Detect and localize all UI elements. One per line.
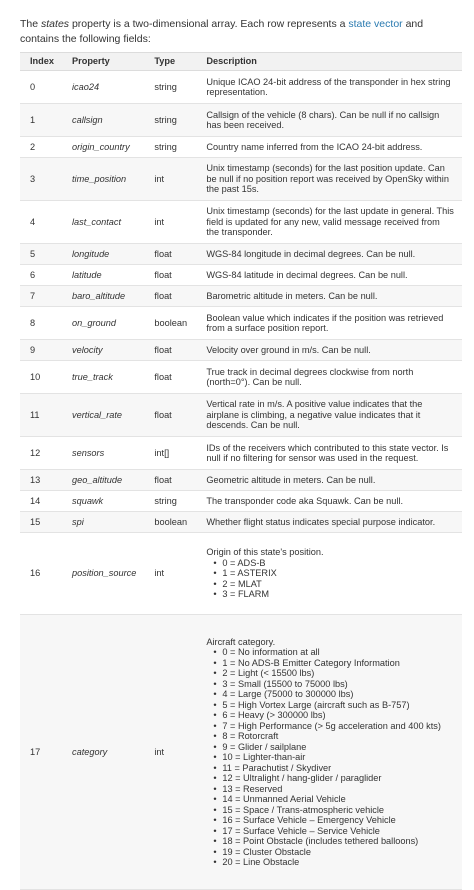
row-index: 0 [20, 71, 62, 104]
description-list-item: • 1 = ASTERIX [222, 568, 454, 579]
row-type: float [144, 244, 196, 265]
description-list-item: • 10 = Lighter-than-air [222, 752, 454, 763]
row-type: float [144, 470, 196, 491]
row-property: icao24 [62, 71, 144, 104]
row-property: on_ground [62, 307, 144, 340]
row-description [196, 491, 462, 512]
table-row [20, 512, 462, 533]
row-type: string [144, 104, 196, 137]
row-index: 7 [20, 286, 62, 307]
description-list-item: • 19 = Cluster Obstacle [222, 847, 454, 858]
row-description [196, 244, 462, 265]
row-type: int [144, 533, 196, 615]
row-description-text: Unix timestamp (seconds) for the last update in general. This field is updated for any new, valid message received from the transponder. [206, 206, 454, 238]
row-description-text: WGS-84 longitude in decimal degrees. Can be null. [206, 248, 416, 259]
row-description [196, 340, 462, 361]
row-property: squawk [62, 491, 144, 512]
row-index: 4 [20, 201, 62, 244]
row-description-text: Origin of this state's position. [206, 547, 324, 558]
row-description-text: Geometric altitude in meters. Can be null. [206, 474, 376, 485]
row-property: position_source [62, 533, 144, 615]
row-description [196, 437, 462, 470]
row-type: float [144, 394, 196, 437]
description-list-item: • 2 = MLAT [222, 579, 454, 590]
row-description [196, 307, 462, 340]
intro-text-3: and contains the following fields: [20, 17, 424, 45]
description-list-item: • 18 = Point Obstacle (includes tethered balloons) [222, 836, 454, 847]
row-index: 16 [20, 533, 62, 615]
description-list-item: • 16 = Surface Vehicle – Emergency Vehicle [222, 815, 454, 826]
row-type: float [144, 361, 196, 394]
row-description [196, 615, 462, 890]
description-list-item: • 3 = Small (15500 to 75000 lbs) [222, 679, 454, 690]
header-description: Description [196, 53, 462, 71]
row-index: 11 [20, 394, 62, 437]
row-description-text: True track in decimal degrees clockwise from north (north=0°). Can be null. [206, 366, 414, 387]
table-row [20, 286, 462, 307]
row-description [196, 137, 462, 158]
description-list-item: • 5 = High Vortex Large (aircraft such as B-757) [222, 700, 454, 711]
table-row [20, 437, 462, 470]
row-index: 13 [20, 470, 62, 491]
row-type: string [144, 491, 196, 512]
row-description [196, 512, 462, 533]
state-vector-link[interactable]: state vector [348, 17, 403, 30]
description-list-item: • 9 = Glider / sailplane [222, 742, 454, 753]
row-index: 17 [20, 615, 62, 890]
row-description-text: Aircraft category. [206, 636, 276, 647]
table-row [20, 533, 462, 615]
row-index: 9 [20, 340, 62, 361]
row-index: 6 [20, 265, 62, 286]
row-description [196, 394, 462, 437]
row-description-text: Vertical rate in m/s. A positive value indicates that the airplane is climbing, a negative value indicates that it descends. Can be null. [206, 399, 423, 431]
table-row [20, 158, 462, 201]
row-index: 15 [20, 512, 62, 533]
row-type: int [144, 201, 196, 244]
row-description-text: IDs of the receivers which contributed to this state vector. Is null if no filtering for sensor was used in the request. [206, 442, 449, 463]
description-list-item: • 1 = No ADS-B Emitter Category Information [222, 658, 454, 669]
row-type: string [144, 137, 196, 158]
row-type: string [144, 71, 196, 104]
row-description [196, 265, 462, 286]
description-list-item: • 14 = Unmanned Aerial Vehicle [222, 794, 454, 805]
table-header-row [20, 53, 462, 71]
row-description-text: Barometric altitude in meters. Can be null. [206, 290, 378, 301]
intro-text-2: property is a two-dimensional array. Each row represents a [69, 17, 349, 30]
intro-text-1: The [20, 17, 42, 30]
table-row [20, 244, 462, 265]
header-index: Index [20, 53, 62, 71]
row-property: category [62, 615, 144, 890]
row-property: velocity [62, 340, 144, 361]
intro-paragraph [20, 17, 460, 47]
row-type: float [144, 265, 196, 286]
row-description-text: Callsign of the vehicle (8 chars). Can be null if no callsign has been received. [206, 109, 440, 130]
row-description-text: The transponder code aka Squawk. Can be null. [206, 495, 403, 506]
row-description [196, 470, 462, 491]
row-property: longitude [62, 244, 144, 265]
table-body [20, 71, 462, 890]
table-row [20, 340, 462, 361]
description-list-item: • 2 = Light (< 15500 lbs) [222, 668, 454, 679]
table-row [20, 265, 462, 286]
row-type: boolean [144, 307, 196, 340]
description-list-item: • 0 = ADS-B [222, 558, 454, 569]
description-list-item: • 0 = No information at all [222, 647, 454, 658]
row-description [196, 361, 462, 394]
table-row [20, 615, 462, 890]
row-index: 10 [20, 361, 62, 394]
description-list-item: • 13 = Reserved [222, 784, 454, 795]
table-row [20, 470, 462, 491]
description-list-item: • 17 = Surface Vehicle – Service Vehicle [222, 826, 454, 837]
row-type: int [144, 158, 196, 201]
row-property: sensors [62, 437, 144, 470]
row-description-text: Unique ICAO 24-bit address of the transponder in hex string representation. [206, 76, 451, 97]
row-description [196, 286, 462, 307]
row-index: 3 [20, 158, 62, 201]
description-list-item: • 7 = High Performance (> 5g acceleration and 400 kts) [222, 721, 454, 732]
states-fields-table [20, 52, 462, 890]
row-property: latitude [62, 265, 144, 286]
row-property: last_contact [62, 201, 144, 244]
description-list-item: • 6 = Heavy (> 300000 lbs) [222, 710, 454, 721]
description-list-item: • 3 = FLARM [222, 589, 454, 600]
row-property: origin_country [62, 137, 144, 158]
row-type: int [144, 615, 196, 890]
row-description [196, 201, 462, 244]
row-type: int[] [144, 437, 196, 470]
row-description [196, 104, 462, 137]
row-index: 5 [20, 244, 62, 265]
description-list-item: • 8 = Rotorcraft [222, 731, 454, 742]
row-index: 12 [20, 437, 62, 470]
description-list-item: • 12 = Ultralight / hang-glider / paraglider [222, 773, 454, 784]
description-list [206, 558, 454, 600]
row-property: vertical_rate [62, 394, 144, 437]
description-list-item: • 20 = Line Obstacle [222, 857, 454, 868]
row-property: geo_altitude [62, 470, 144, 491]
intro-emphasis: states [41, 17, 70, 30]
row-index: 2 [20, 137, 62, 158]
row-description-text: Unix timestamp (seconds) for the last position update. Can be null if no position report was received by OpenSky within the past 15s. [206, 163, 449, 195]
table-row [20, 491, 462, 512]
table-row [20, 137, 462, 158]
table-row [20, 201, 462, 244]
row-property: baro_altitude [62, 286, 144, 307]
description-list-item: • 4 = Large (75000 to 300000 lbs) [222, 689, 454, 700]
header-property: Property [62, 53, 144, 71]
table-row [20, 394, 462, 437]
row-property: true_track [62, 361, 144, 394]
row-index: 8 [20, 307, 62, 340]
header-type: Type [144, 53, 196, 71]
description-list-item: • 15 = Space / Trans-atmospheric vehicle [222, 805, 454, 816]
row-description-text: WGS-84 latitude in decimal degrees. Can be null. [206, 269, 408, 280]
row-description-text: Whether flight status indicates special purpose indicator. [206, 516, 436, 527]
row-description-text: Country name inferred from the ICAO 24-bit address. [206, 141, 423, 152]
row-type: float [144, 286, 196, 307]
row-description [196, 158, 462, 201]
row-property: spi [62, 512, 144, 533]
row-index: 1 [20, 104, 62, 137]
row-property: time_position [62, 158, 144, 201]
row-type: boolean [144, 512, 196, 533]
table-row [20, 104, 462, 137]
row-description-text: Velocity over ground in m/s. Can be null. [206, 344, 371, 355]
table-row [20, 71, 462, 104]
row-description [196, 71, 462, 104]
table-row [20, 361, 462, 394]
description-list [206, 647, 454, 868]
row-description-text: Boolean value which indicates if the position was retrieved from a surface position report. [206, 312, 444, 333]
row-description [196, 533, 462, 615]
description-list-item: • 11 = Parachutist / Skydiver [222, 763, 454, 774]
row-type: float [144, 340, 196, 361]
table-row [20, 307, 462, 340]
row-index: 14 [20, 491, 62, 512]
row-property: callsign [62, 104, 144, 137]
